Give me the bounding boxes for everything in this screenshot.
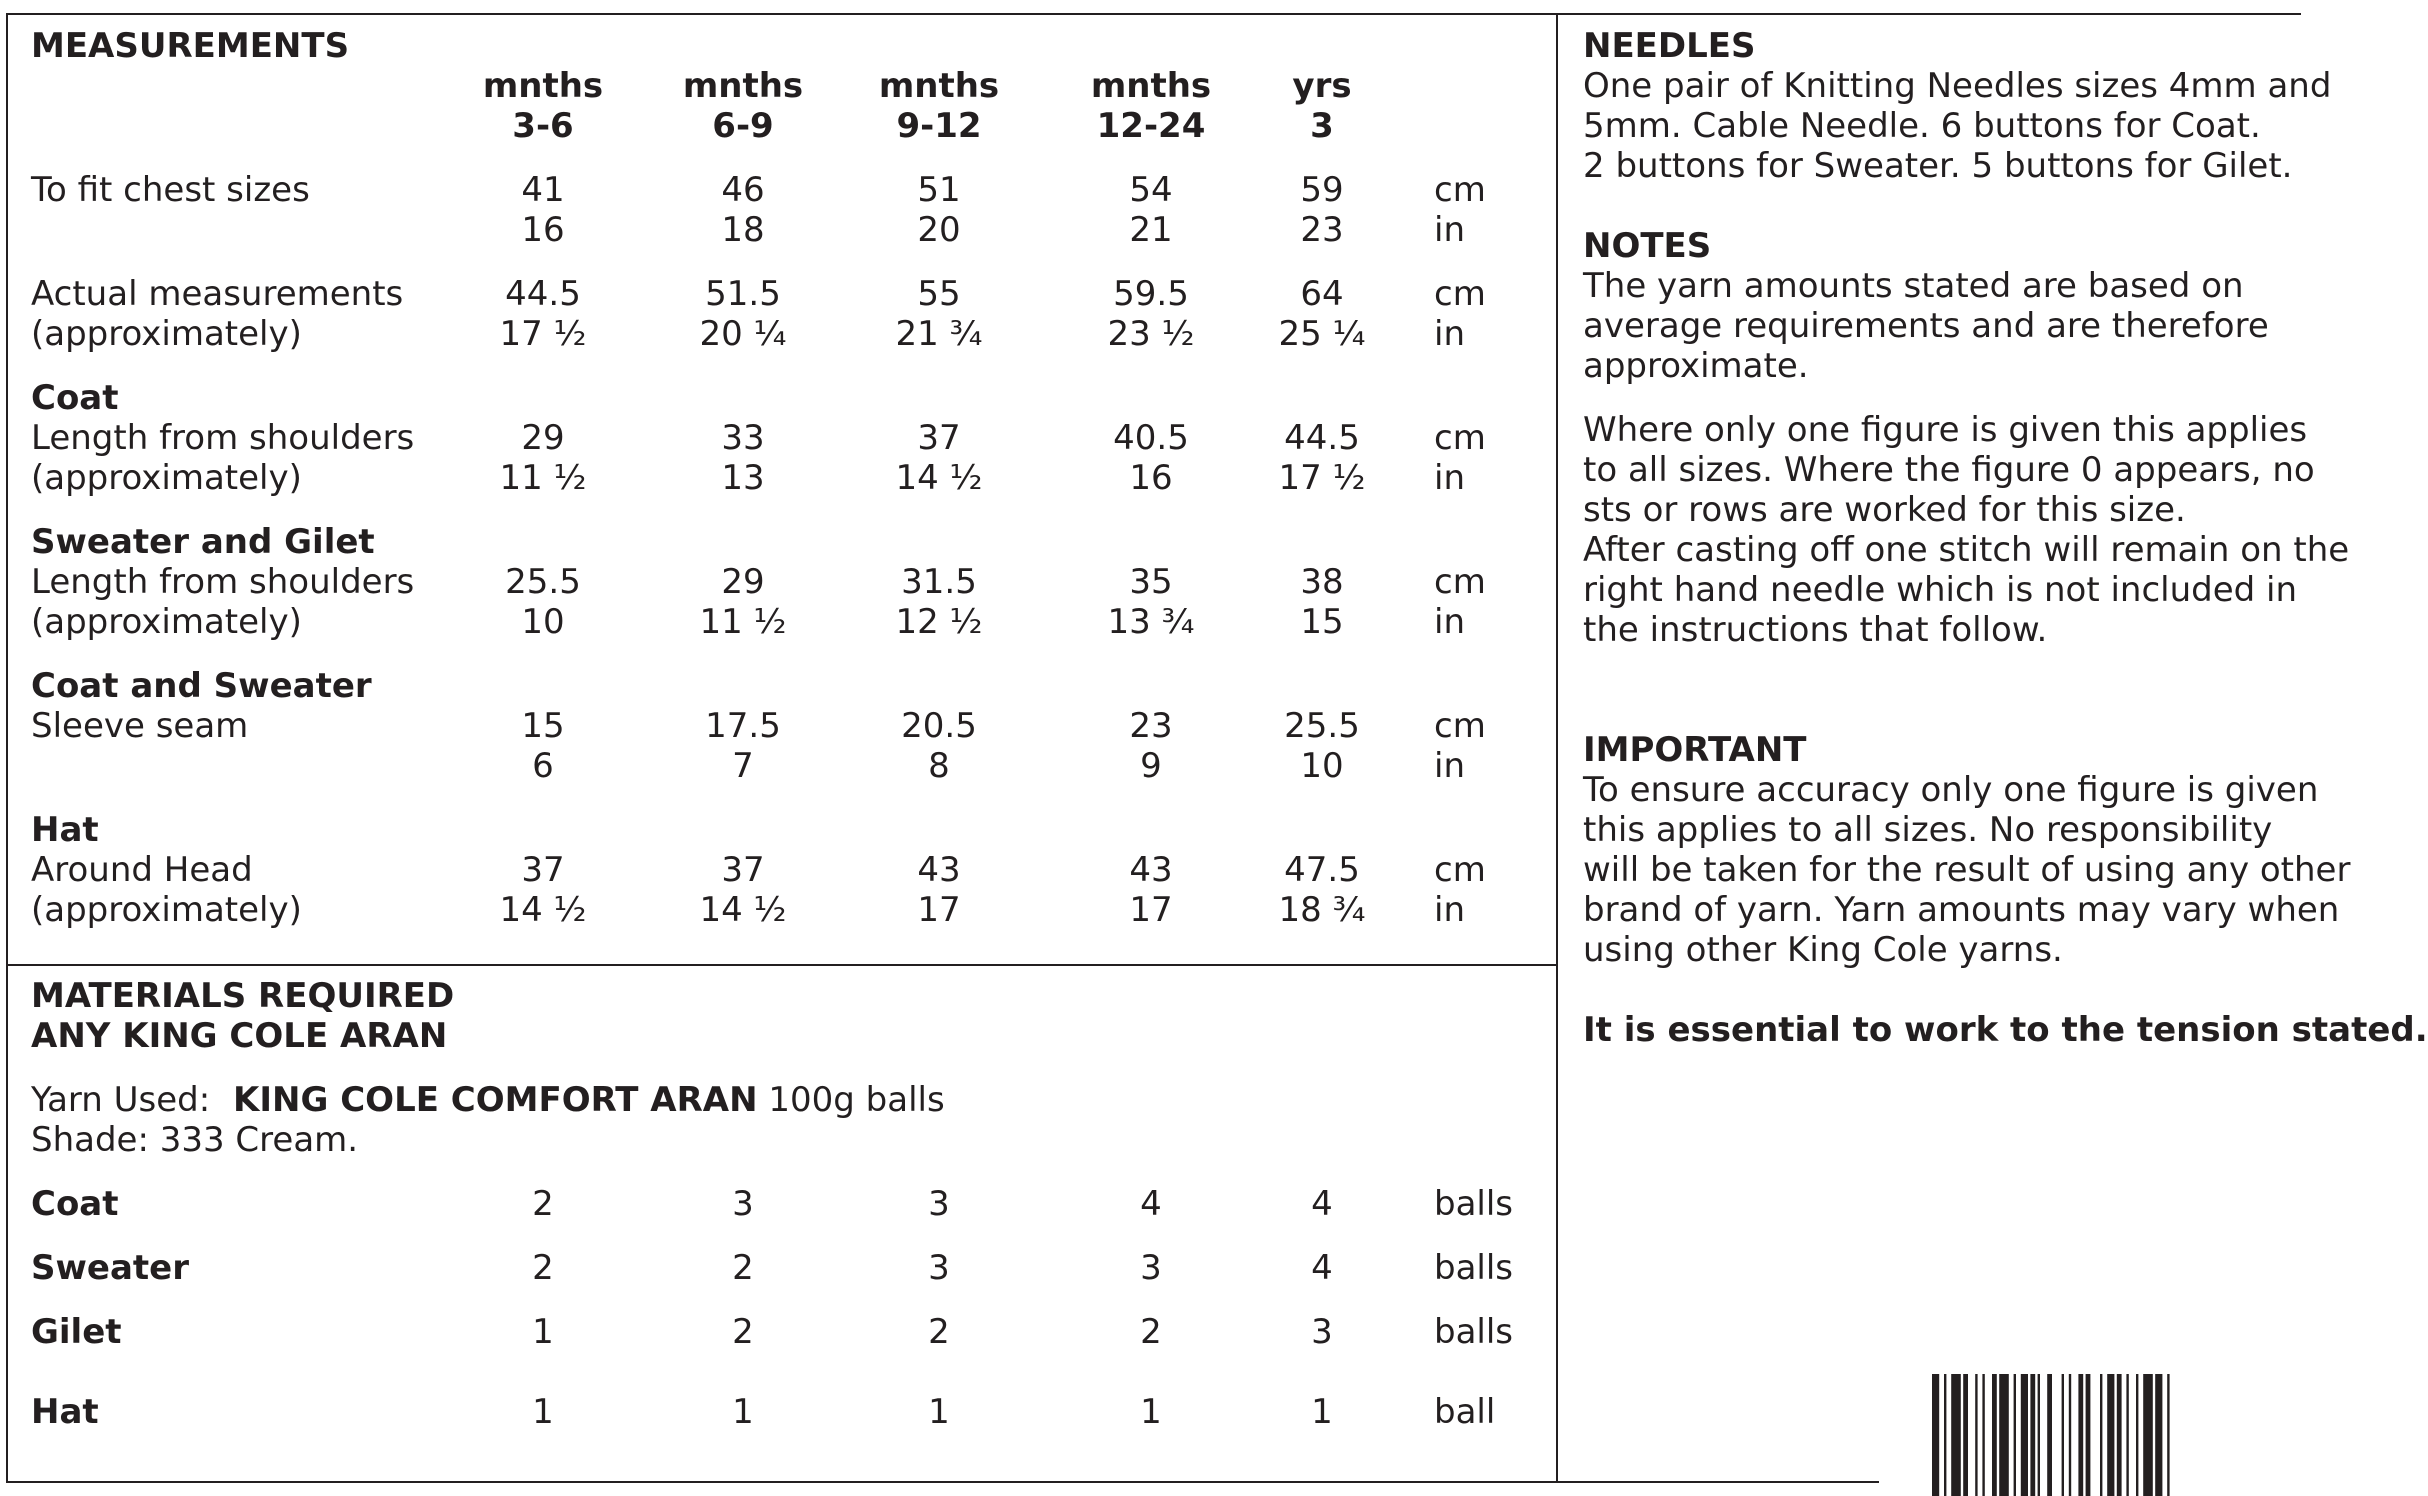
barcode-bar (2078, 1374, 2083, 1496)
notes-line: average requirements and are therefore (1583, 306, 2269, 346)
inch-value: 20 ¼ (699, 314, 787, 354)
material-qty: 3 (1140, 1248, 1162, 1288)
cm-value: 29 (521, 418, 565, 458)
barcode-bar (2062, 1374, 2064, 1496)
barcode-bar (1932, 1374, 1939, 1496)
inch-value: 6 (532, 746, 554, 786)
barcode-bar (2069, 1374, 2071, 1496)
barcode-bar (1951, 1374, 1961, 1496)
material-unit: ball (1434, 1392, 1496, 1432)
barcode-bar (1963, 1374, 1968, 1496)
material-qty: 3 (732, 1184, 754, 1224)
needles-line: One pair of Knitting Needles sizes 4mm and (1583, 66, 2332, 106)
inch-unit: in (1434, 210, 1465, 250)
inch-value: 14 ½ (895, 458, 983, 498)
row-label: Length from shoulders (31, 418, 415, 458)
material-qty: 2 (532, 1248, 554, 1288)
notes-line: approximate. (1583, 346, 1809, 386)
frame-left-line (6, 13, 8, 1483)
cm-value: 40.5 (1113, 418, 1189, 458)
row-label-secondary: (approximately) (31, 458, 302, 498)
inch-value: 21 (1129, 210, 1173, 250)
cm-value: 55 (917, 274, 961, 314)
shade-line: Shade: 333 Cream. (31, 1120, 359, 1160)
cm-unit: cm (1434, 706, 1486, 746)
cm-value: 25.5 (1284, 706, 1360, 746)
notes-line: The yarn amounts stated are based on (1583, 266, 2244, 306)
cm-value: 37 (521, 850, 565, 890)
row-label-secondary: (approximately) (31, 890, 302, 930)
inch-value: 16 (1129, 458, 1173, 498)
barcode-bar (1992, 1374, 1997, 1496)
inch-value: 15 (1300, 602, 1344, 642)
row-section-heading: Coat (31, 378, 119, 418)
barcode-bar (1982, 1374, 1984, 1496)
cm-value: 37 (917, 418, 961, 458)
barcode-bar (2167, 1374, 2169, 1496)
inch-value: 10 (1300, 746, 1344, 786)
row-label: Length from shoulders (31, 562, 415, 602)
size-header-unit: mnths (682, 66, 804, 106)
inch-value: 7 (732, 746, 754, 786)
cm-value: 47.5 (1284, 850, 1360, 890)
size-header-unit: mnths (482, 66, 604, 106)
notes-heading: NOTES (1583, 226, 1712, 266)
cm-value: 20.5 (901, 706, 977, 746)
material-qty: 3 (928, 1248, 950, 1288)
cm-value: 46 (721, 170, 765, 210)
frame-top-line (6, 13, 2301, 15)
inch-value: 8 (928, 746, 950, 786)
row-label-secondary: (approximately) (31, 602, 302, 642)
barcode-bar (2143, 1374, 2153, 1496)
cm-unit: cm (1434, 850, 1486, 890)
material-qty: 4 (1311, 1248, 1333, 1288)
cm-value: 44.5 (505, 274, 581, 314)
material-unit: balls (1434, 1184, 1514, 1224)
cm-value: 38 (1300, 562, 1344, 602)
material-qty: 1 (732, 1392, 754, 1432)
inch-value: 14 ½ (699, 890, 787, 930)
important-line: using other King Cole yarns. (1583, 930, 2063, 970)
cm-value: 44.5 (1284, 418, 1360, 458)
material-qty: 1 (532, 1312, 554, 1352)
inch-unit: in (1434, 890, 1465, 930)
material-qty: 2 (532, 1184, 554, 1224)
barcode-bar (2038, 1374, 2040, 1496)
inch-value: 10 (521, 602, 565, 642)
cm-value: 59.5 (1113, 274, 1189, 314)
inch-value: 13 ¾ (1107, 602, 1195, 642)
size-header-range: 9-12 (896, 106, 982, 146)
row-section-heading: Hat (31, 810, 99, 850)
row-section-heading: Sweater and Gilet (31, 522, 375, 562)
material-unit: balls (1434, 1248, 1514, 1288)
material-qty: 1 (1311, 1392, 1333, 1432)
material-item-name: Coat (31, 1184, 119, 1224)
barcode-bar (2100, 1374, 2102, 1496)
size-header-unit: mnths (878, 66, 1000, 106)
cm-unit: cm (1434, 170, 1486, 210)
barcode-bar (1999, 1374, 2009, 1496)
cm-value: 33 (721, 418, 765, 458)
size-header-unit: yrs (1292, 66, 1352, 106)
cm-value: 43 (917, 850, 961, 890)
inch-value: 11 ½ (499, 458, 587, 498)
important-line: To ensure accuracy only one figure is given (1583, 770, 2319, 810)
inch-unit: in (1434, 314, 1465, 354)
inch-value: 17 (917, 890, 961, 930)
barcode-bar (2126, 1374, 2128, 1496)
size-header-range: 6-9 (712, 106, 774, 146)
barcode-bar (2030, 1374, 2035, 1496)
materials-subheading: ANY KING COLE ARAN (31, 1016, 448, 1056)
inch-value: 14 ½ (499, 890, 587, 930)
yarn-name: KING COLE COMFORT ARAN (233, 1080, 758, 1120)
inch-value: 20 (917, 210, 961, 250)
tension-note: It is essential to work to the tension stated. (1583, 1010, 2428, 1050)
cm-value: 15 (521, 706, 565, 746)
yarn-used-prefix: Yarn Used: (31, 1080, 211, 1120)
barcode-graphic (1930, 1374, 2301, 1496)
material-qty: 3 (928, 1184, 950, 1224)
materials-heading: MATERIALS REQUIRED (31, 976, 455, 1016)
cm-value: 25.5 (505, 562, 581, 602)
notes-line: Where only one figure is given this applies (1583, 410, 2308, 450)
measurements-heading: MEASUREMENTS (31, 26, 350, 66)
column-divider-line (1556, 13, 1558, 1483)
cm-unit: cm (1434, 562, 1486, 602)
cm-value: 59 (1300, 170, 1344, 210)
notes-line: After casting off one stitch will remain on the (1583, 530, 2350, 570)
inch-unit: in (1434, 602, 1465, 642)
material-qty: 1 (1140, 1392, 1162, 1432)
needles-line: 2 buttons for Sweater. 5 buttons for Gilet. (1583, 146, 2293, 186)
material-qty: 1 (532, 1392, 554, 1432)
material-qty: 1 (928, 1392, 950, 1432)
barcode-bar (1944, 1374, 1946, 1496)
cm-value: 37 (721, 850, 765, 890)
material-unit: balls (1434, 1312, 1514, 1352)
cm-unit: cm (1434, 418, 1486, 458)
cm-value: 35 (1129, 562, 1173, 602)
notes-line: right hand needle which is not included in (1583, 570, 2298, 610)
row-label: Actual measurements (31, 274, 404, 314)
notes-line: the instructions that follow. (1583, 610, 2048, 650)
barcode-bar (2014, 1374, 2016, 1496)
size-header-range: 3-6 (512, 106, 574, 146)
notes-line: sts or rows are worked for this size. (1583, 490, 2186, 530)
cm-value: 54 (1129, 170, 1173, 210)
needles-line: 5mm. Cable Needle. 6 buttons for Coat. (1583, 106, 2261, 146)
notes-line: to all sizes. Where the figure 0 appears, no (1583, 450, 2315, 490)
important-heading: IMPORTANT (1583, 730, 1807, 770)
material-item-name: Sweater (31, 1248, 189, 1288)
inch-value: 17 ½ (1278, 458, 1366, 498)
frame-bottom-line (6, 1481, 1879, 1483)
row-section-heading: Coat and Sweater (31, 666, 372, 706)
row-label: Sleeve seam (31, 706, 249, 746)
cm-value: 17.5 (705, 706, 781, 746)
row-label-secondary: (approximately) (31, 314, 302, 354)
inch-value: 13 (721, 458, 765, 498)
barcode-bar (2021, 1374, 2028, 1496)
barcode-bar (2117, 1374, 2122, 1496)
material-item-name: Gilet (31, 1312, 122, 1352)
section-divider-line (6, 964, 1557, 966)
inch-value: 21 ¾ (895, 314, 983, 354)
barcode-bar (2086, 1374, 2091, 1496)
inch-value: 9 (1140, 746, 1162, 786)
important-line: brand of yarn. Yarn amounts may vary when (1583, 890, 2340, 930)
barcode-bar (2136, 1374, 2138, 1496)
material-qty: 4 (1311, 1184, 1333, 1224)
barcode-bar (2155, 1374, 2162, 1496)
cm-value: 51.5 (705, 274, 781, 314)
material-qty: 2 (1140, 1312, 1162, 1352)
inch-value: 16 (521, 210, 565, 250)
inch-value: 12 ½ (895, 602, 983, 642)
row-label: Around Head (31, 850, 253, 890)
inch-value: 18 ¾ (1278, 890, 1366, 930)
cm-unit: cm (1434, 274, 1486, 314)
cm-value: 29 (721, 562, 765, 602)
cm-value: 51 (917, 170, 961, 210)
inch-value: 17 (1129, 890, 1173, 930)
barcode-bar (2047, 1374, 2052, 1496)
inch-value: 25 ¼ (1278, 314, 1366, 354)
yarn-used-line (31, 1080, 945, 1120)
material-qty: 3 (1311, 1312, 1333, 1352)
cm-value: 43 (1129, 850, 1173, 890)
cm-value: 41 (521, 170, 565, 210)
size-header-unit: mnths (1090, 66, 1212, 106)
row-label: To fit chest sizes (31, 170, 310, 210)
important-line: this applies to all sizes. No responsibility (1583, 810, 2273, 850)
cm-value: 31.5 (901, 562, 977, 602)
barcode-bar (2107, 1374, 2114, 1496)
size-header-range: 3 (1310, 106, 1334, 146)
material-qty: 4 (1140, 1184, 1162, 1224)
yarn-ball-size: 100g balls (768, 1080, 945, 1120)
inch-value: 11 ½ (699, 602, 787, 642)
material-qty: 2 (732, 1248, 754, 1288)
material-item-name: Hat (31, 1392, 99, 1432)
inch-value: 17 ½ (499, 314, 587, 354)
material-qty: 2 (928, 1312, 950, 1352)
important-line: will be taken for the result of using any other (1583, 850, 2351, 890)
cm-value: 64 (1300, 274, 1344, 314)
material-qty: 2 (732, 1312, 754, 1352)
inch-unit: in (1434, 458, 1465, 498)
needles-heading: NEEDLES (1583, 26, 1756, 66)
cm-value: 23 (1129, 706, 1173, 746)
barcode-bar (1975, 1374, 1977, 1496)
inch-value: 23 (1300, 210, 1344, 250)
size-header-range: 12-24 (1096, 106, 1206, 146)
inch-value: 18 (721, 210, 765, 250)
inch-value: 23 ½ (1107, 314, 1195, 354)
inch-unit: in (1434, 746, 1465, 786)
